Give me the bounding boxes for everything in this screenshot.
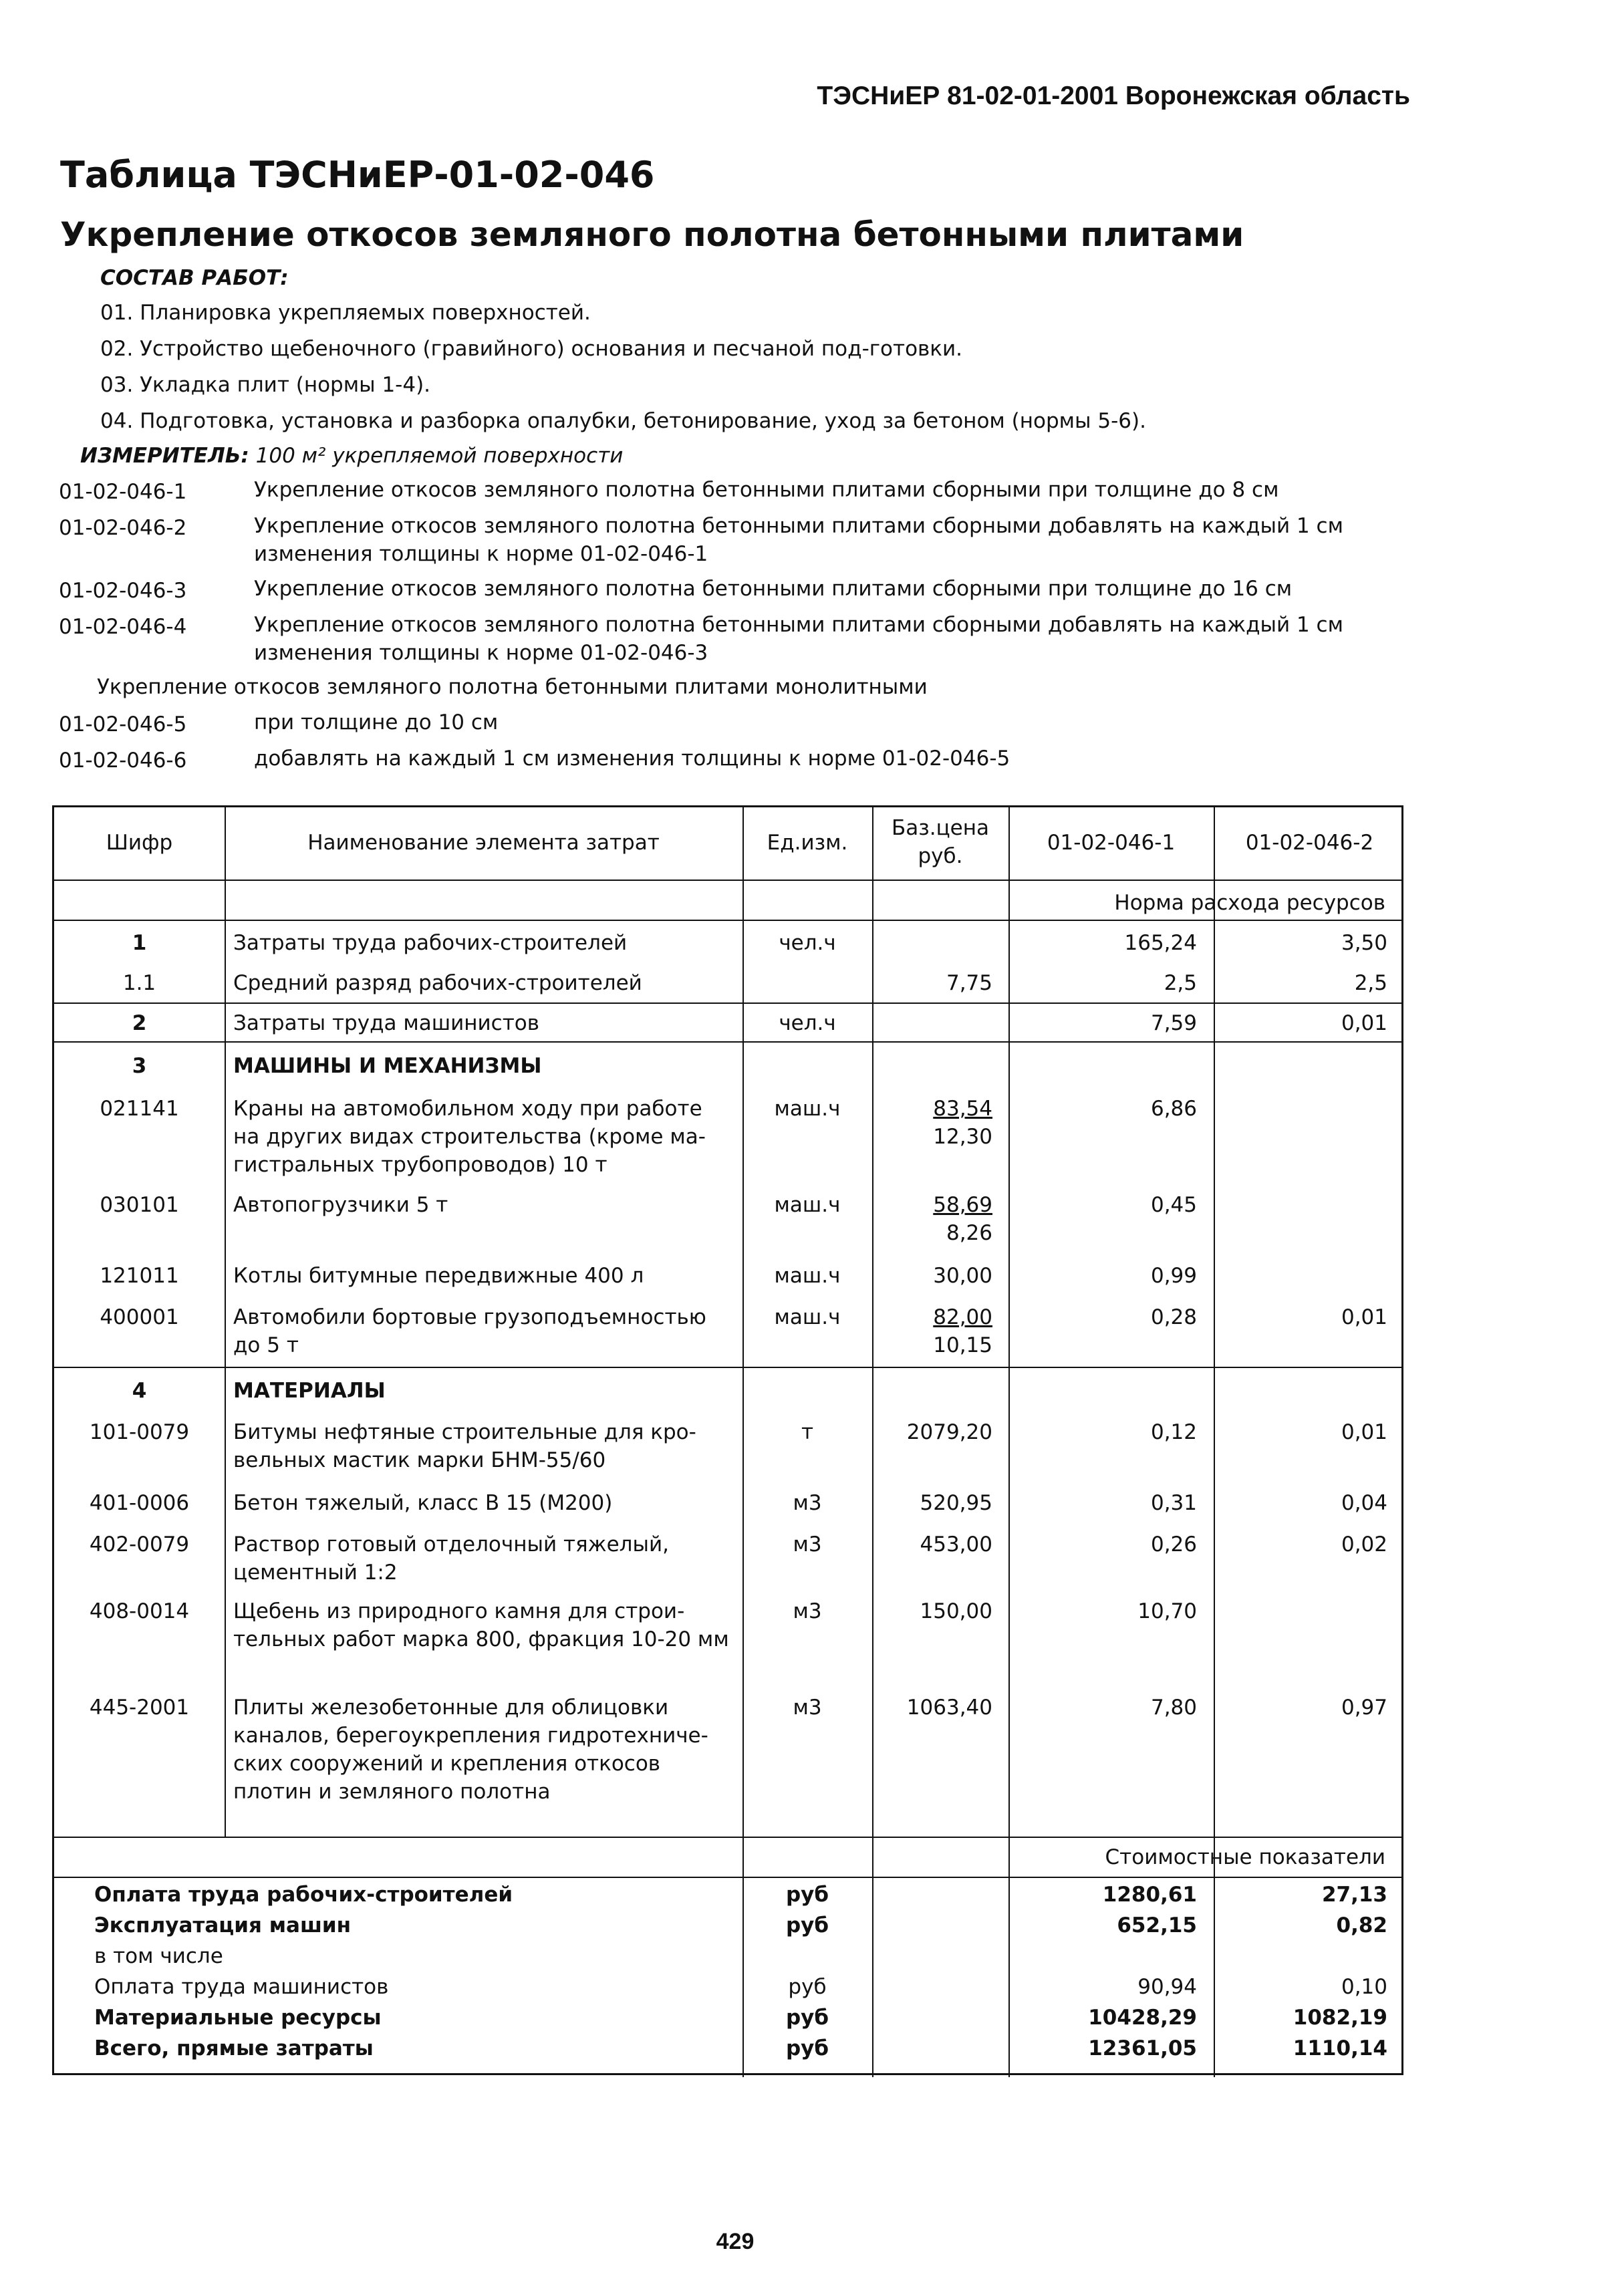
row-value-col2: 0,04 xyxy=(1341,1491,1387,1515)
row-name: Котлы битумные передвижные 400 л xyxy=(233,1264,644,1288)
norm-section-label: Норма расхода ресурсов xyxy=(1114,891,1385,915)
row-unit: маш.ч xyxy=(774,1097,841,1121)
row-value-col1: 10,70 xyxy=(1137,1599,1197,1623)
row-code: 1 xyxy=(132,931,147,955)
norm-description: добавлять на каждый 1 см изменения толщины к норме 01-02-046-5 xyxy=(254,747,1010,771)
row-unit: м3 xyxy=(793,1696,822,1720)
row-price-wage: 12,30 xyxy=(933,1125,992,1149)
row-code: 3 xyxy=(132,1054,147,1078)
row-unit: маш.ч xyxy=(774,1193,841,1217)
total-value-col2: 0,10 xyxy=(1341,1975,1387,1999)
total-value-col1: 12361,05 xyxy=(1088,2036,1197,2060)
meter-value: 100 м² укрепляемой поверхности xyxy=(255,444,624,468)
row-value-col1: 0,26 xyxy=(1150,1532,1197,1557)
composition-item: 03. Укладка плит (нормы 1-4). xyxy=(100,373,431,397)
row-unit: т xyxy=(801,1420,814,1444)
row-code: 445-2001 xyxy=(89,1696,190,1720)
row-value-col2: 0,01 xyxy=(1341,1420,1387,1444)
norm-description: Укрепление откосов земляного полотна бетонными плитами сборными добавлять на каждый 1 см изменения толщины к норме 01-02-046-1 xyxy=(254,514,1343,566)
row-value-col1: 2,5 xyxy=(1164,971,1197,995)
norm-code: 01-02-046-3 xyxy=(59,579,187,603)
row-unit: маш.ч xyxy=(774,1305,841,1329)
row-unit: чел.ч xyxy=(779,931,836,955)
row-price: 82,00 xyxy=(933,1305,992,1329)
row-value-col2: 0,97 xyxy=(1341,1696,1387,1720)
header-col1: 01-02-046-1 xyxy=(1047,831,1176,855)
row-code: 101-0079 xyxy=(89,1420,190,1444)
row-price: 7,75 xyxy=(946,971,992,995)
row-name: Средний разряд рабочих-строителей xyxy=(233,971,642,995)
page-number: 429 xyxy=(716,2229,755,2254)
composition-item: 04. Подготовка, установка и разборка опалубки, бетонирование, уход за бетоном (нормы 5-6). xyxy=(100,409,1146,433)
total-name: Эксплуатация машин xyxy=(94,1913,352,1937)
row-code: 1.1 xyxy=(122,971,156,995)
total-unit: руб xyxy=(785,2036,829,2060)
row-code: 121011 xyxy=(100,1264,179,1288)
row-price: 150,00 xyxy=(920,1599,992,1623)
row-code: 021141 xyxy=(100,1097,179,1121)
row-value-col1: 0,45 xyxy=(1150,1193,1197,1217)
row-value-col1: 7,80 xyxy=(1150,1696,1197,1720)
row-price: 83,54 xyxy=(933,1097,992,1121)
row-value-col2: 2,5 xyxy=(1354,971,1387,995)
row-code: 402-0079 xyxy=(89,1532,190,1557)
total-name: Оплата труда рабочих-строителей xyxy=(94,1883,513,1907)
row-unit: маш.ч xyxy=(774,1264,841,1288)
header-col2: 01-02-046-2 xyxy=(1245,831,1374,855)
meter-label: ИЗМЕРИТЕЛЬ: xyxy=(80,444,249,468)
composition-item: 01. Планировка укрепляемых поверхностей. xyxy=(100,301,591,325)
header-unit: Ед.изм. xyxy=(767,831,848,855)
row-name: Битумы нефтяные строительные для кро-вельных мастик марки БНМ-55/60 xyxy=(233,1420,696,1472)
norm-code: 01-02-046-6 xyxy=(59,749,187,773)
row-value-col1: 0,12 xyxy=(1150,1420,1197,1444)
resource-table xyxy=(52,805,1403,2075)
row-value-col2: 3,50 xyxy=(1341,931,1387,955)
row-code: 2 xyxy=(132,1011,147,1035)
total-value-col1: 10428,29 xyxy=(1088,2006,1197,2030)
row-value-col1: 6,86 xyxy=(1150,1097,1197,1121)
row-name: Затраты труда машинистов xyxy=(233,1011,540,1035)
total-value-col2: 0,82 xyxy=(1336,1913,1387,1937)
row-value-col1: 0,28 xyxy=(1150,1305,1197,1329)
row-name: Затраты труда рабочих-строителей xyxy=(233,931,628,955)
total-name: Всего, прямые затраты xyxy=(94,2036,374,2060)
norm-code: 01-02-046-5 xyxy=(59,712,187,736)
row-name: Автомобили бортовые грузоподъемностью до 5 т xyxy=(233,1305,706,1357)
norm-code: 01-02-046-4 xyxy=(59,615,187,639)
total-value-col1: 90,94 xyxy=(1137,1975,1197,1999)
header-name: Наименование элемента затрат xyxy=(307,831,660,855)
row-code: 408-0014 xyxy=(89,1599,190,1623)
row-value-col2: 0,01 xyxy=(1341,1305,1387,1329)
total-value-col1: 652,15 xyxy=(1117,1913,1197,1937)
row-unit: м3 xyxy=(793,1599,822,1623)
row-name: Бетон тяжелый, класс В 15 (М200) xyxy=(233,1491,613,1515)
row-code: 400001 xyxy=(100,1305,179,1329)
section-title: МАШИНЫ И МЕХАНИЗМЫ xyxy=(233,1054,542,1078)
total-unit: руб xyxy=(785,1883,829,1907)
row-code: 4 xyxy=(132,1379,147,1403)
row-price: 58,69 xyxy=(933,1193,992,1217)
total-unit: руб xyxy=(785,1913,829,1937)
row-value-col2: 0,02 xyxy=(1341,1532,1387,1557)
row-unit: чел.ч xyxy=(779,1011,836,1035)
row-price-wage: 8,26 xyxy=(946,1221,992,1245)
row-price: 453,00 xyxy=(920,1532,992,1557)
monolith-heading: Укрепление откосов земляного полотна бетонными плитами монолитными xyxy=(97,675,928,699)
header-price: Баз.цена руб. xyxy=(891,816,990,868)
total-name: Материальные ресурсы xyxy=(94,2006,382,2030)
row-price-wage: 10,15 xyxy=(933,1333,992,1357)
row-name: Раствор готовый отделочный тяжелый, цементный 1:2 xyxy=(233,1532,669,1585)
row-unit: м3 xyxy=(793,1491,822,1515)
norm-description: Укрепление откосов земляного полотна бетонными плитами сборными при толщине до 16 см xyxy=(254,577,1293,601)
row-unit: м3 xyxy=(793,1532,822,1557)
total-value-col2: 1082,19 xyxy=(1293,2006,1387,2030)
row-name: Автопогрузчики 5 т xyxy=(233,1193,448,1217)
header-code: Шифр xyxy=(106,831,173,855)
norm-description: при толщине до 10 см xyxy=(254,710,499,734)
document-reference: ТЭСНиЕР 81-02-01-2001 Воронежская область xyxy=(817,82,1410,110)
norm-code: 01-02-046-2 xyxy=(59,516,187,540)
row-code: 401-0006 xyxy=(89,1491,190,1515)
total-unit: руб xyxy=(788,1975,827,1999)
row-value-col1: 0,99 xyxy=(1150,1264,1197,1288)
section-title: МАТЕРИАЛЫ xyxy=(233,1379,386,1403)
total-value-col2: 1110,14 xyxy=(1293,2036,1387,2060)
cost-section-label: Стоимостные показатели xyxy=(1105,1845,1385,1869)
composition-label: СОСТАВ РАБОТ: xyxy=(100,266,289,290)
total-name: в том числе xyxy=(94,1944,223,1968)
row-code: 030101 xyxy=(100,1193,179,1217)
total-unit: руб xyxy=(785,2006,829,2030)
row-name: Щебень из природного камня для строи-тельных работ марка 800, фракция 10-20 мм xyxy=(233,1599,729,1651)
row-price: 30,00 xyxy=(933,1264,992,1288)
row-name: Краны на автомобильном ходу при работе на других видах строительства (кроме ма-гистральных трубопроводов) 10 т xyxy=(233,1097,706,1177)
table-title: Таблица ТЭСНиЕР-01-02-046 xyxy=(60,154,655,196)
meter-line xyxy=(80,444,623,468)
row-value-col1: 0,31 xyxy=(1150,1491,1197,1515)
total-value-col1: 1280,61 xyxy=(1102,1883,1197,1907)
row-value-col1: 165,24 xyxy=(1124,931,1197,955)
norm-description: Укрепление откосов земляного полотна бетонными плитами сборными добавлять на каждый 1 см изменения толщины к норме 01-02-046-3 xyxy=(254,613,1343,665)
row-price: 1063,40 xyxy=(906,1696,992,1720)
norm-code: 01-02-046-1 xyxy=(59,480,187,504)
total-name: Оплата труда машинистов xyxy=(94,1975,389,1999)
composition-item: 02. Устройство щебеночного (гравийного) основания и песчаной под-готовки. xyxy=(100,337,963,361)
row-price: 2079,20 xyxy=(906,1420,992,1444)
norm-description: Укрепление откосов земляного полотна бетонными плитами сборными при толщине до 8 см xyxy=(254,478,1279,502)
row-price: 520,95 xyxy=(920,1491,992,1515)
row-value-col2: 0,01 xyxy=(1341,1011,1387,1035)
total-value-col2: 27,13 xyxy=(1321,1883,1387,1907)
row-value-col1: 7,59 xyxy=(1150,1011,1197,1035)
table-subtitle: Укрепление откосов земляного полотна бетонными плитами xyxy=(60,215,1244,254)
row-name: Плиты железобетонные для облицовки каналов, берегоукрепления гидротехниче-ских сооружений и крепления откосов плотин и земляного полотна xyxy=(233,1696,708,1804)
